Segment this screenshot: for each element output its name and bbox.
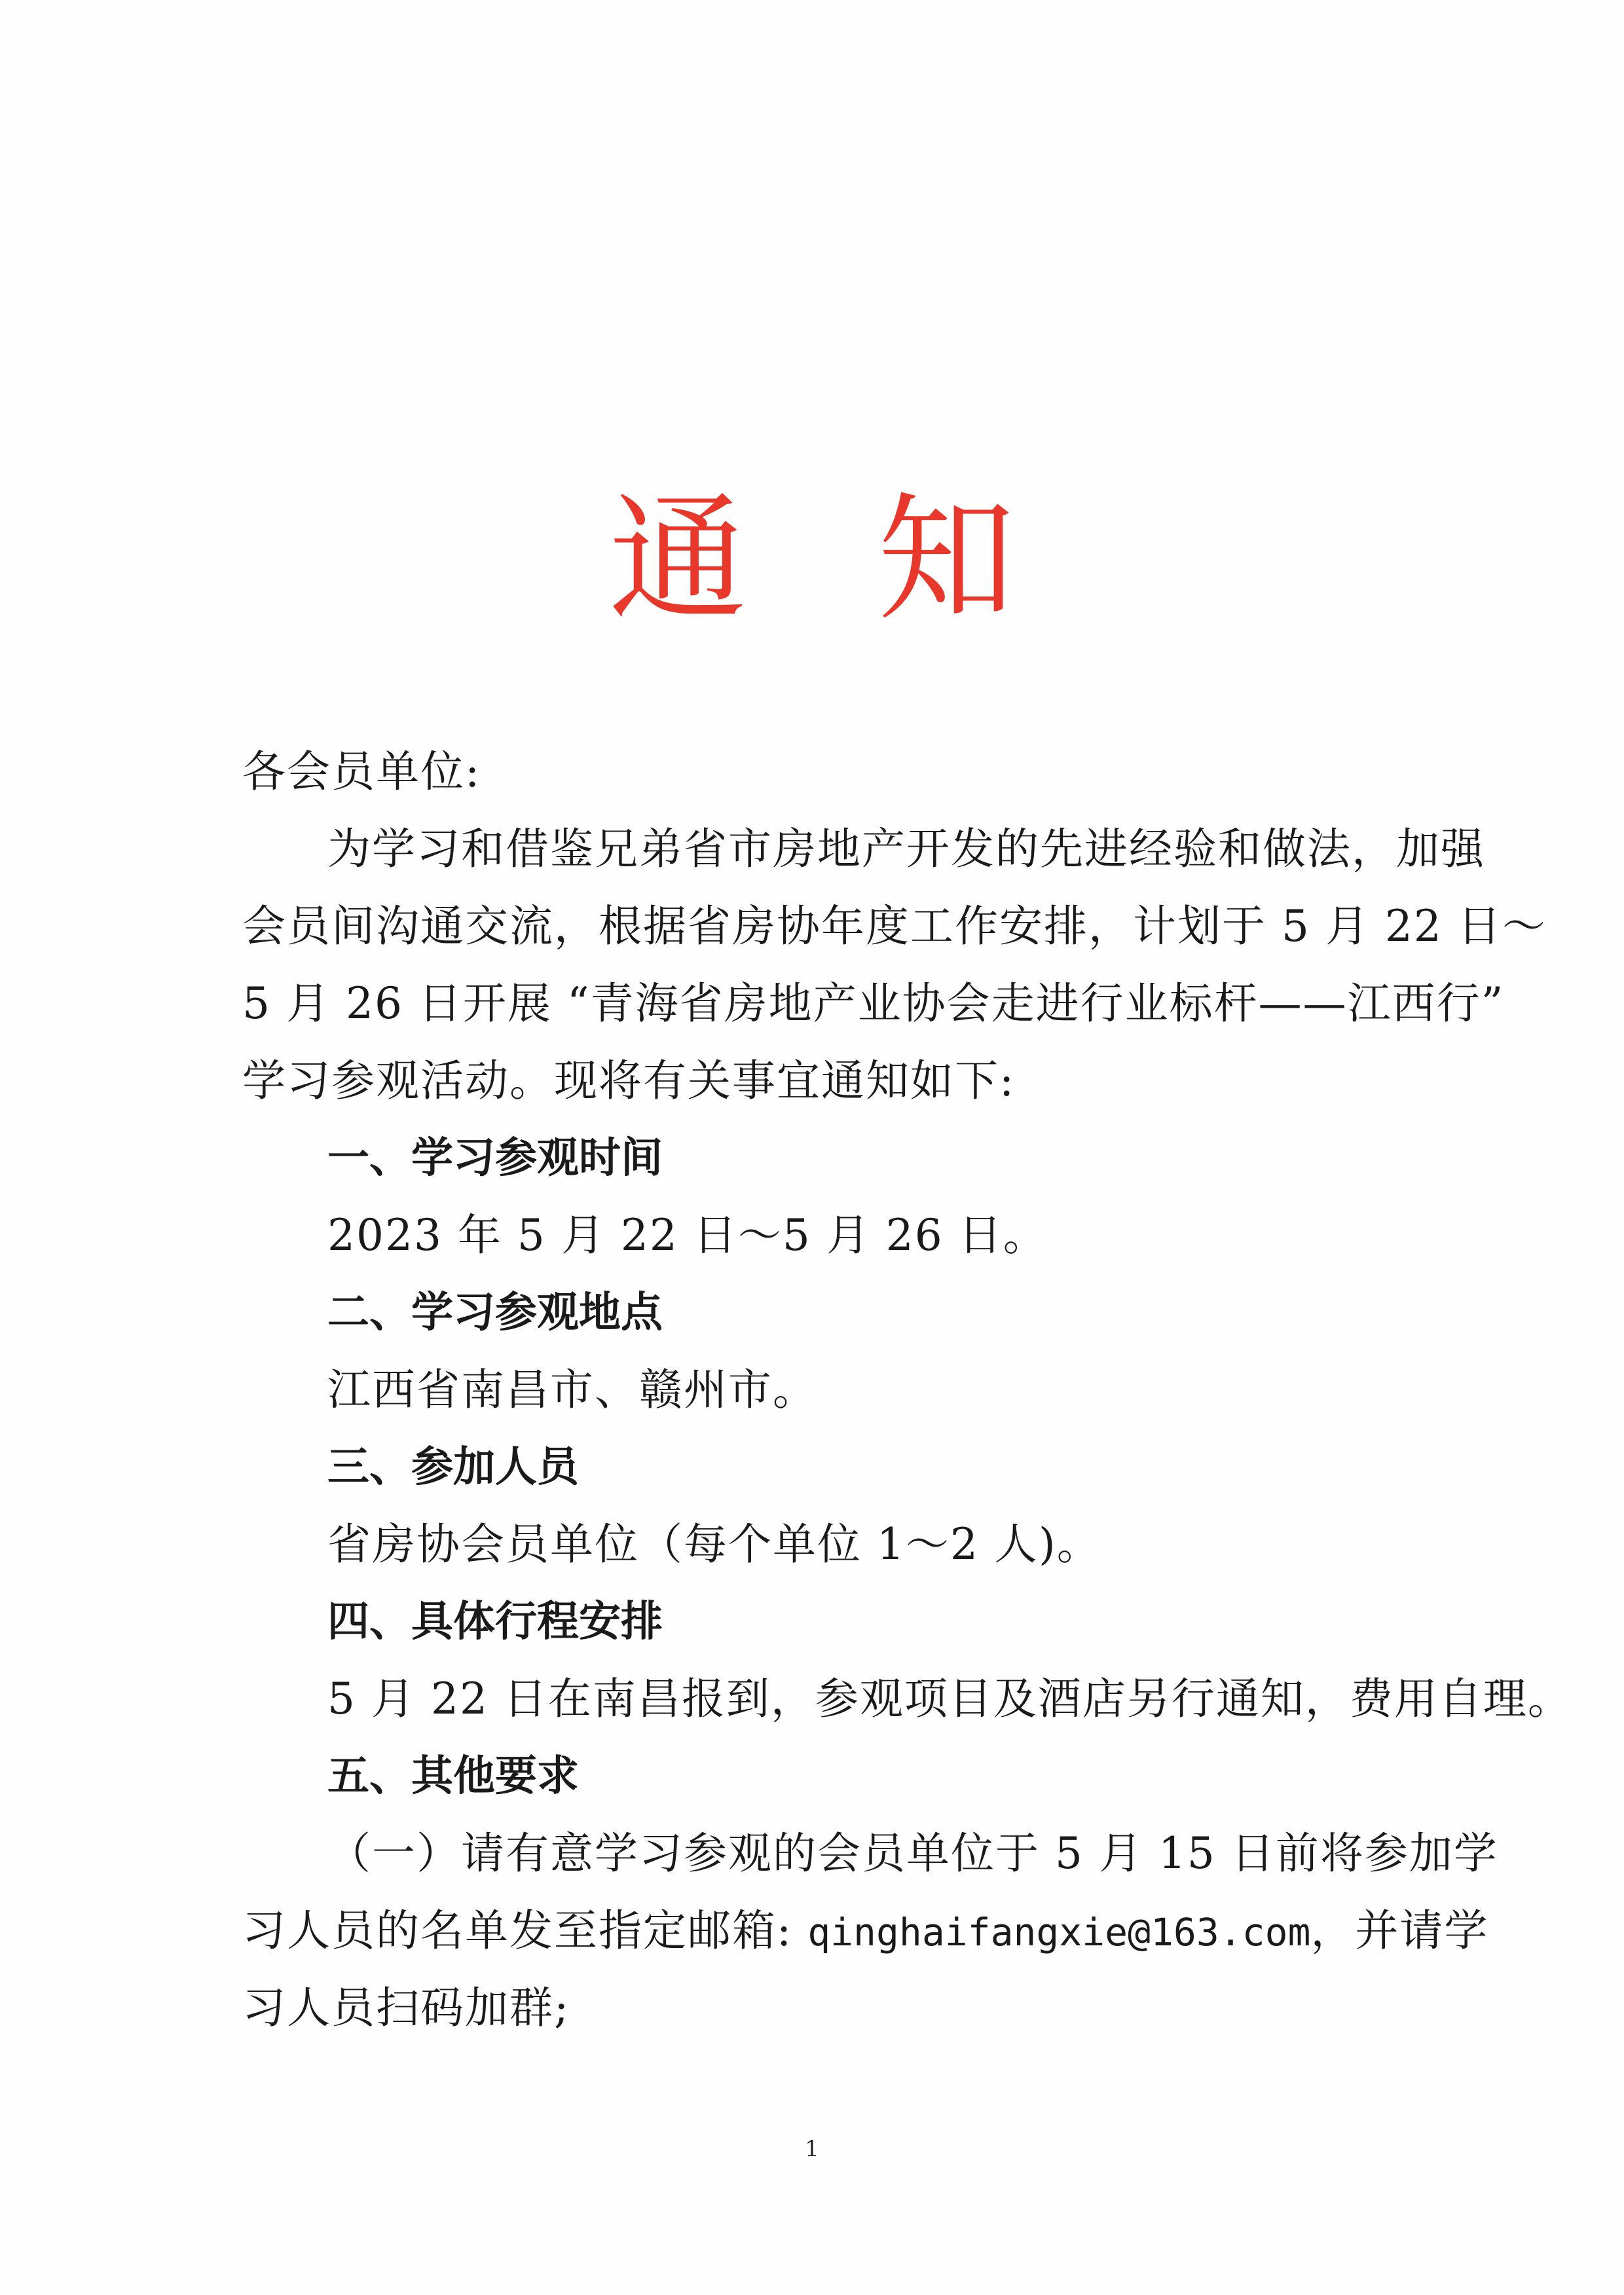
page-number: 1 — [805, 2136, 819, 2162]
section-2-heading: 二、学习参观地点 — [327, 1289, 663, 1337]
section-4-heading: 四、具体行程安排 — [327, 1598, 663, 1646]
section-5-item-1-line-3: 习人员扫码加群; — [242, 1983, 570, 2033]
intro-line-4: 学习参观活动。现将有关事宜通知如下: — [242, 1056, 1016, 1106]
email-address[interactable]: qinghaifangxie@163.com — [807, 1910, 1311, 1955]
email-label: 习人员的名单发至指定邮箱: — [242, 1905, 808, 1956]
title-char-2: 知 — [877, 479, 1016, 640]
salutation: 各会员单位: — [242, 746, 481, 797]
notice-title — [0, 481, 1624, 638]
section-4-content: 5 月 22 日在南昌报到，参观项目及酒店另行通知，费用自理。 — [327, 1674, 1572, 1724]
section-5-item-1-line-1: （一）请有意学习参观的会员单位于 5 月 15 日前将参加学 — [327, 1828, 1498, 1879]
title-char-1: 通 — [608, 479, 747, 640]
section-1-content: 2023 年 5 月 22 日～5 月 26 日。 — [327, 1210, 1048, 1260]
section-5-item-1-line-2 — [242, 1892, 1489, 1970]
section-5-heading: 五、其他要求 — [327, 1752, 579, 1801]
email-suffix: ，并请学 — [1310, 1905, 1489, 1956]
section-1-heading: 一、学习参观时间 — [327, 1134, 663, 1183]
intro-line-2: 会员间沟通交流，根据省房协年度工作安排，计划于 5 月 22 日～ — [242, 901, 1547, 951]
intro-line-3: 5 月 26 日开展 “青海省房地产业协会走进行业标杆——江西行” — [242, 978, 1505, 1029]
section-2-content: 江西省南昌市、赣州市。 — [327, 1365, 817, 1415]
section-3-content: 省房协会员单位（每个单位 1～2 人)。 — [327, 1519, 1101, 1570]
section-3-heading: 三、参加人员 — [327, 1443, 579, 1492]
notice-body — [242, 733, 1572, 2047]
intro-line-1: 为学习和借鉴兄弟省市房地产开发的先进经验和做法，加强 — [327, 824, 1485, 874]
